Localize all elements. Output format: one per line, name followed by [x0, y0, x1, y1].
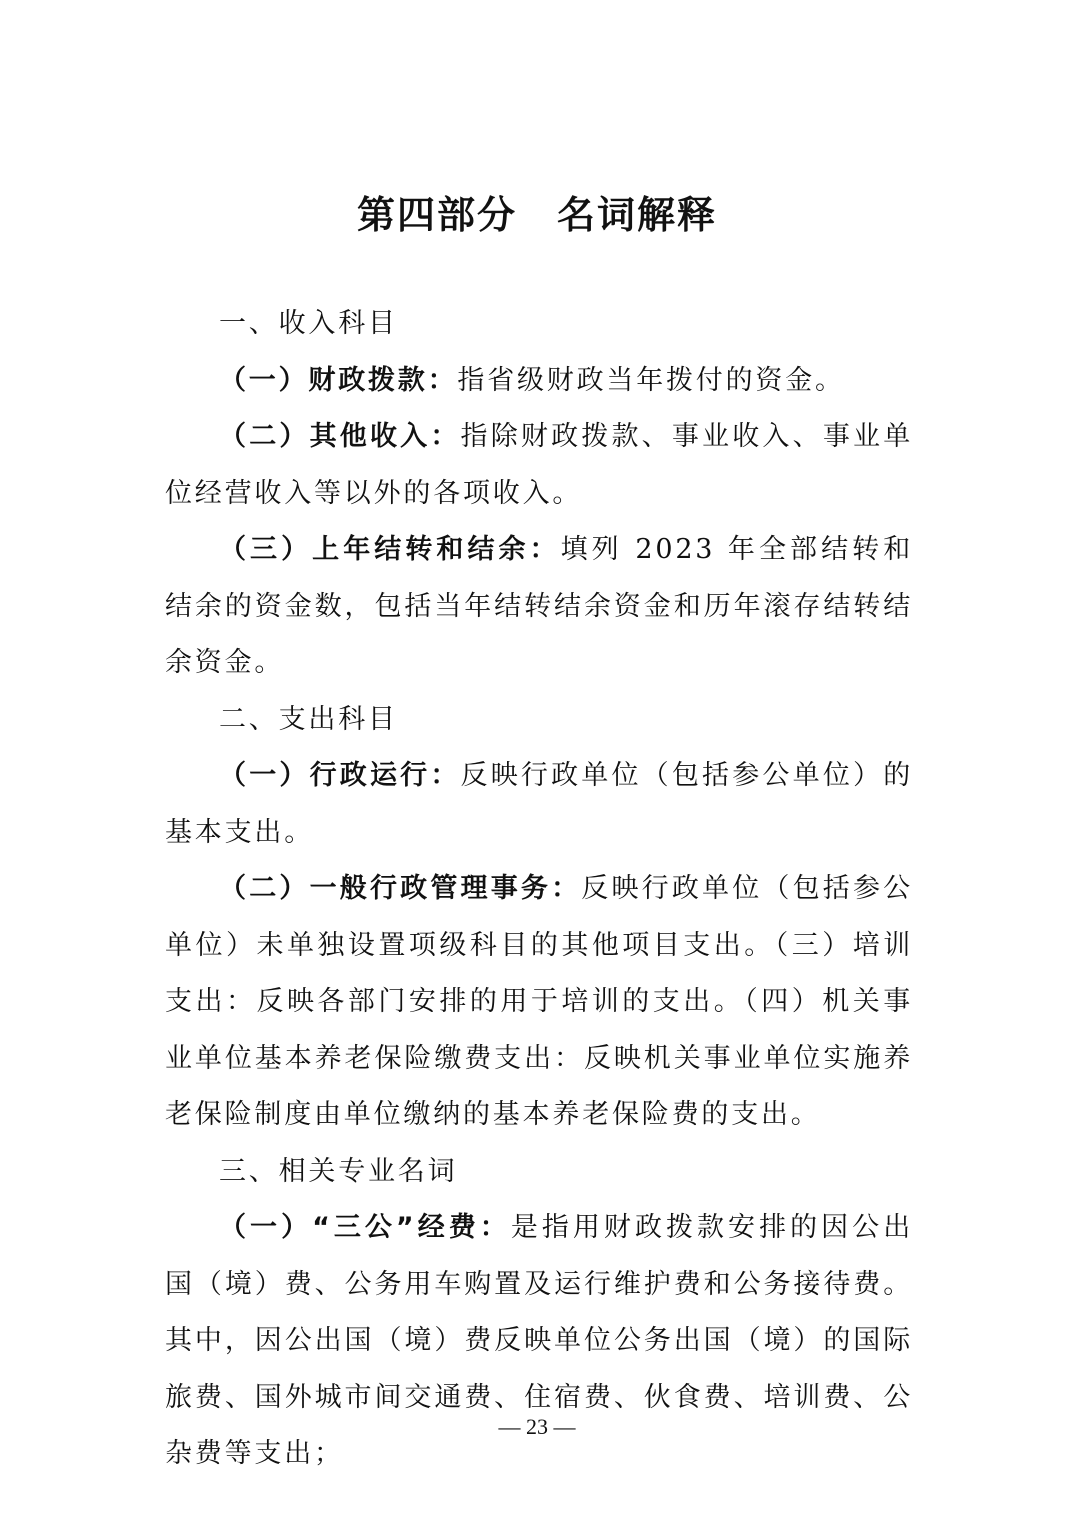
document-body [165, 296, 913, 1483]
definition-paragraph [165, 353, 913, 410]
definition-term: （三）上年结转和结余： [219, 534, 561, 565]
definition-text: 指省级财政当年拨付的资金。 [457, 364, 845, 396]
definition-paragraph [165, 409, 913, 522]
definition-term: （一）行政运行： [219, 760, 461, 791]
definition-text: 填列 2023 年全部结转和结余的资金数，包括当年结转结余资金和历年滚存结转结余资金。 [165, 534, 914, 678]
definition-term: （一）财政拨款： [219, 364, 458, 396]
definition-text: 反映行政单位（包括参公单位）未单独设置项级科目的其他项目支出。（三）培训支出：反映各部门安排的用于培训的支出。（四）机关事业单位基本养老保险缴费支出：反映机关事业单位实施养老保险制度由单位缴纳的基本养老保险费的支出。 [165, 873, 913, 1130]
definition-text: 指除财政拨款、事业收入、事业单位经营收入等以外的各项收入。 [165, 421, 913, 509]
section-heading-terms: 三、相关专业名词 [219, 1155, 458, 1187]
definition-text: 反映行政单位（包括参公单位）的基本支出。 [165, 760, 913, 848]
definition-term: （一）“三公”经费： [219, 1212, 511, 1243]
definition-paragraph [165, 748, 913, 861]
section-heading-expenditure: 二、支出科目 [219, 703, 398, 735]
definition-paragraph [165, 861, 913, 1144]
definition-text: 是指用财政拨款安排的因公出国（境）费、公务用车购置及运行维护费和公务接待费。其中，因公出国（境）费反映单位公务出国（境）的国际旅费、国外城市间交通费、住宿费、伙食费、培训费、公杂费等支出； [165, 1212, 913, 1469]
definition-paragraph [165, 522, 913, 692]
page-number: — 23 — [498, 1414, 576, 1439]
section-heading-income: 一、收入科目 [219, 308, 398, 339]
page-title: 第四部分 名词解释 [356, 193, 717, 237]
definition-term: （二）其他收入： [219, 421, 461, 452]
definition-term: （二）一般行政管理事务： [219, 873, 582, 904]
